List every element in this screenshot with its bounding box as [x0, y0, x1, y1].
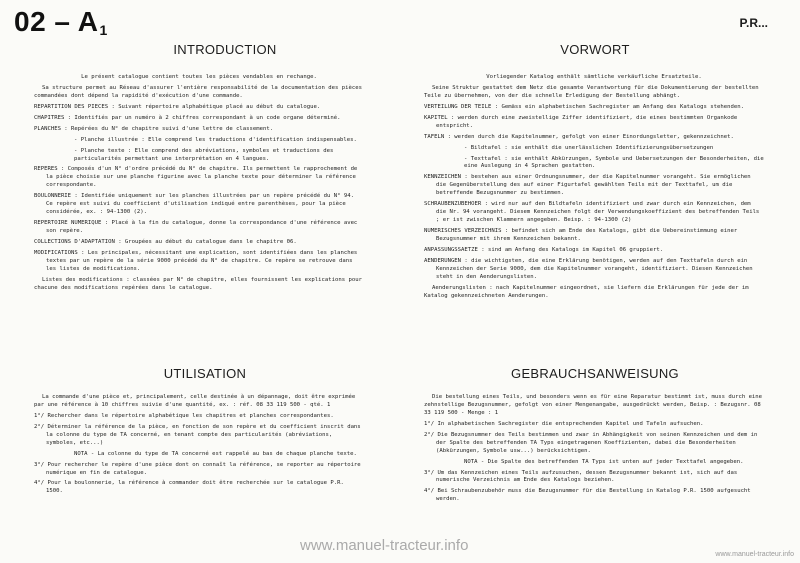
vorwort-line: - Texttafel : sie enthält Abkürzungen, Symbole und Uebersetzungen der Besonderheiten, die eine Auslegung in 4 Sprachen gestatten.	[464, 155, 764, 170]
intro-line: REPERES : Composés d'un N° d'ordre précédé du N° de chapitre. Ils permettent le rapprochement de la pièce choisie sur une planche figurine avec la planche texte pour déterminer la référence correspondante.	[34, 166, 358, 189]
gebrauch-line: 2°/ Die Bezugsnummer des Teils bestimmen und zwar in Abhängigkeit von seinen Kennzeichen und dem in der Spalte des betreffenden TA Typs eingetragenen Koeffizienten, dabei die Besonderheiten (Abkürzungen, Symbole usw...) berücksichtigen.	[424, 431, 758, 454]
intro-line: COLLECTIONS D'ADAPTATION : Groupées au début du catalogue dans le chapitre 06.	[34, 238, 297, 245]
vorwort-line: SCHRAUBENZUBEHOER : wird nur auf den Bildtafeln identifiziert und zwar durch ein Kennzeichen, dem die Nr. 94 vorangeht. Diesem Kennzeichen folgt der Verwendungskoeffizient des betreffenden Teils ; er ist zwischen Klammern angegeben. Beisp. : 94-1300 (2)	[424, 201, 760, 224]
page-code-main: 02 – A	[14, 6, 99, 37]
gebrauch-line: 1°/ In alphabetischen Sachregister die entsprechenden Kapitel und Tafeln aufsuchen.	[424, 420, 704, 427]
intro-line: MODIFICATIONS : Les principales, nécessitant une explication, sont identifiées dans les planches textes par un repère de la série 9000 précédé du N° de chapitre. Ce repère se retrouve dans les listes de modifications.	[34, 249, 358, 272]
vorwort-line: Vorliegender Katalog enthält sämtliche verkäufliche Ersatzteile.	[486, 74, 702, 80]
vorwort-body	[424, 74, 764, 304]
intro-line: BOULONNERIE : Identifiée uniquement sur les planches illustrées par un repère précédé du N° 94. Ce repère est suivi du coefficient d'utilisation indiqué entre parenthèses, pour la pièce considérée, ex. : 94-1300 (2).	[34, 193, 354, 216]
intro-line: REPERTOIRE NUMERIQUE : Placé à la fin du catalogue, donne la correspondance d'une référence avec son repère.	[34, 220, 358, 234]
watermark: www.manuel-tracteur.info	[300, 537, 469, 554]
vorwort-title: VORWORT	[560, 42, 630, 57]
gebrauch-line: 3°/ Um das Kennzeichen eines Teils aufzusuchen, dessen Bezugsnummer bekannt ist, sich auf das numerische Verzeichnis am Ende des Katalogs beziehen.	[424, 469, 738, 484]
intro-line: PLANCHES : Repérées du N° de chapitre suivi d'une lettre de classement.	[34, 125, 274, 132]
intro-line: Listes des modifications : classées par N° de chapitre, elles fournissent les explications pour chacune des modifications repérées dans le catalogue.	[34, 276, 362, 291]
vorwort-line: Seine Struktur gestattet dem Netz die gesamte Verantwortung für die Dokumentierung der bestellten Teile zu übernehmen, von der die schnelle Erledigung der Bestellung abhängt.	[424, 84, 759, 99]
vorwort-line: - Bildtafel : sie enthält die unerlässlichen Identifizierungsübersetzungen	[464, 144, 714, 151]
gebrauch-line: NOTA - Die Spalte des betreffenden TA Typs ist unten auf jeder Texttafel angegeben.	[464, 458, 744, 465]
gebrauch-body	[424, 394, 764, 507]
gebrauch-title: GEBRAUCHSANWEISUNG	[511, 366, 679, 381]
intro-body	[34, 74, 364, 296]
vorwort-line: ANPASSUNGSSAETZE : sind am Anfang des Katalogs im Kapitel 06 gruppiert.	[424, 246, 664, 253]
gebrauch-line: Die bestellung eines Teils, und besonders wenn es für eine Reparatur bestimmt ist, muss durch eine zehnstellige Bezugsnummer, gefolgt von einer Mengenangabe, ausgedrückt werden, Beisp. : Bezugsnr. 08 33 119 500 - Menge : 1	[424, 394, 763, 416]
intro-line: CHAPITRES : Identifiés par un numéro à 2 chiffres correspondant à un code organe déterminé.	[34, 114, 341, 121]
utilisation-line: 4°/ Pour la boulonnerie, la référence à commander doit être recherchée sur le catalogue P.R. 1500.	[34, 480, 344, 495]
watermark-small: www.manuel-tracteur.info	[715, 551, 794, 558]
vorwort-line: AENDERUNGEN : die wichtigsten, die eine Erklärung benötigen, werden auf den Texttafeln durch ein Kennzeichen der Serie 9000, dem die Kapitelnummer vorangeht, identifiziert. Diesen Kennzeichen steht in den Aenderungslisten.	[424, 257, 753, 280]
utilisation-line: 1°/ Rechercher dans le répertoire alphabétique les chapitres et planches correspondantes.	[34, 412, 334, 419]
intro-line: - Planche illustrée : Elle comprend les traductions d'identification indispensables.	[74, 136, 357, 143]
catalogue-ref: P.R...	[739, 16, 768, 30]
vorwort-line: Aenderungslisten : nach Kapitelnummer eingeordnet, sie liefern die Erklärungen für jede der im Katalog gekennzeichneten Aenderungen.	[424, 284, 749, 299]
intro-line: Sa structure permet au Réseau d'assurer l'entière responsabilité de la documentation des pièces commandées dont dépend la rapidité d'exécution d'une commande.	[34, 84, 362, 99]
vorwort-line: VERTEILUNG DER TEILE : Gemäss ein alphabetischen Sachregister am Anfang des Katalogs stehenden.	[424, 103, 744, 110]
intro-line: - Planche texte : Elle comprend des abréviations, symboles et traductions des particularités permettant une interprétation en 4 langues.	[74, 147, 334, 162]
intro-title: INTRODUCTION	[173, 42, 277, 57]
gebrauch-line: 4°/ Bei Schraubenzubehör muss die Bezugsnummer für die Bestellung in Katalog P.R. 1500 aufgesucht werden.	[424, 488, 751, 503]
vorwort-line: KAPITEL : werden durch eine zweistellige Ziffer identifiziert, die eines bestimmten Organkode entspricht.	[424, 114, 738, 129]
vorwort-line: KENNZEICHEN : bestehen aus einer Ordnungsnummer, der die Kapitelnummer vorangeht. Sie ermöglichen die Gegenüberstellung des auf einer Figurtafel gewählten Teils mit der Texttafel, um die betreffende Bezugsnummer zu bestimmen.	[424, 174, 751, 197]
page-code-sub: 1	[99, 22, 108, 38]
utilisation-line: NOTA - La colonne du type de TA concerné est rappelé au bas de chaque planche texte.	[74, 450, 357, 457]
utilisation-line: La commande d'une pièce et, principalement, celle destinée à un dépannage, doit être exprimée par une référence à 10 chiffres suivie d'une quantité, ex. : réf. 08 33 119 500 - qté. 1	[34, 394, 356, 408]
page-code	[14, 6, 108, 38]
utilisation-body	[34, 394, 364, 499]
utilisation-line: 3°/ Pour rechercher le repère d'une pièce dont on connaît la référence, se reporter au répertoire numérique en fin de catalogue.	[34, 461, 361, 476]
utilisation-line: 2°/ Déterminer la référence de la pièce, en fonction de son repère et du coefficient inscrit dans la colonne du type de TA concerné, en tenant compte des particularités (abréviations, symboles, etc...)	[34, 423, 361, 446]
vorwort-line: TAFELN : werden durch die Kapitelnummer, gefolgt von einer Einordungsletter, gekennzeichnet.	[424, 133, 734, 140]
vorwort-line: NUMERISCHES VERZEICHNIS : befindet sich am Ende des Katalogs, gibt die Uebereinstimmung einer Bezugsnummer mit ihrem Kennzeichen bekannt.	[424, 228, 738, 242]
intro-line: Le présent catalogue contient toutes les pièces vendables en rechange.	[81, 74, 317, 80]
utilisation-title: UTILISATION	[163, 366, 247, 381]
intro-line: REPARTITION DES PIECES : Suivant répertoire alphabétique placé au début du catalogue.	[34, 103, 321, 110]
